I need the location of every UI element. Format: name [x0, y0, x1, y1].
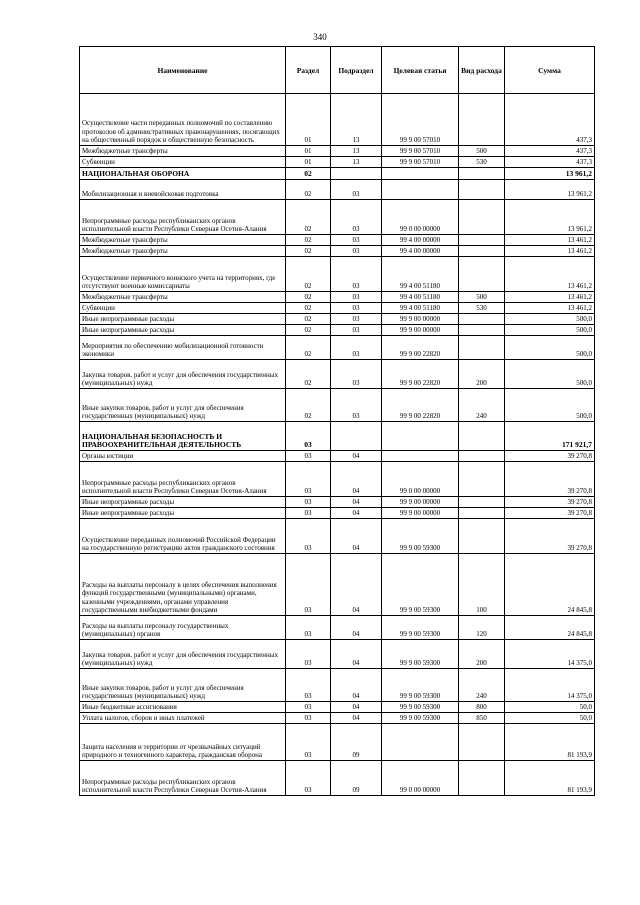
- cell-name: Межбюджетные трансферты: [80, 246, 286, 257]
- cell-expense-type: [459, 180, 505, 200]
- cell-section: 03: [286, 713, 331, 724]
- cell-subsection: 04: [331, 497, 382, 508]
- cell-amount: 500,0: [505, 325, 595, 336]
- cell-expense-type: [459, 462, 505, 497]
- cell-amount: 24 845,8: [505, 554, 595, 616]
- cell-name: Иные непрограммные расходы: [80, 497, 286, 508]
- cell-amount: 13 461,2: [505, 292, 595, 303]
- cell-subsection: 04: [331, 713, 382, 724]
- table-row: [80, 146, 595, 157]
- cell-subsection: 04: [331, 508, 382, 519]
- cell-expense-type: 500: [459, 292, 505, 303]
- cell-target-article: [382, 180, 459, 200]
- cell-expense-type: 240: [459, 389, 505, 422]
- cell-amount: 13 961,2: [505, 200, 595, 235]
- table-row: [80, 724, 595, 761]
- cell-name: Расходы на выплаты персоналу в целях обеспечения выполнения функций государственными (муниципальными) органами, казенными учреждениями, органами управления государственными внебюджетными фондами: [80, 554, 286, 616]
- cell-subsection: 03: [331, 257, 382, 292]
- cell-name: Субвенции: [80, 157, 286, 168]
- cell-target-article: 99 9 00 22820: [382, 336, 459, 360]
- cell-section: 02: [286, 292, 331, 303]
- table-row: [80, 168, 595, 180]
- cell-expense-type: [459, 761, 505, 796]
- cell-amount: 500,0: [505, 336, 595, 360]
- cell-expense-type: [459, 497, 505, 508]
- cell-section: 02: [286, 257, 331, 292]
- cell-subsection: 03: [331, 389, 382, 422]
- cell-expense-type: [459, 235, 505, 246]
- table-row: [80, 713, 595, 724]
- cell-section: 03: [286, 761, 331, 796]
- cell-target-article: 99 9 00 57010: [382, 157, 459, 168]
- cell-subsection: 03: [331, 246, 382, 257]
- cell-expense-type: [459, 451, 505, 462]
- cell-subsection: 09: [331, 724, 382, 761]
- cell-subsection: 03: [331, 325, 382, 336]
- table-row: [80, 257, 595, 292]
- cell-amount: 500,0: [505, 389, 595, 422]
- header-target-article: Целевая статья: [382, 47, 459, 94]
- cell-target-article: 99 9 00 22820: [382, 389, 459, 422]
- table-row: [80, 519, 595, 554]
- cell-name: НАЦИОНАЛЬНАЯ ОБОРОНА: [80, 168, 286, 180]
- cell-expense-type: 200: [459, 640, 505, 669]
- cell-expense-type: [459, 724, 505, 761]
- cell-target-article: 99 9 00 57010: [382, 94, 459, 146]
- table-row: [80, 554, 595, 616]
- cell-target-article: 99 9 00 59300: [382, 713, 459, 724]
- cell-expense-type: 200: [459, 360, 505, 389]
- cell-target-article: 99 9 00 57010: [382, 146, 459, 157]
- cell-amount: 39 270,8: [505, 462, 595, 497]
- table-row: [80, 640, 595, 669]
- cell-expense-type: 240: [459, 669, 505, 702]
- cell-name: Закупка товаров, работ и услуг для обеспечения государственных (муниципальных) нужд: [80, 360, 286, 389]
- cell-target-article: 99 9 00 59300: [382, 616, 459, 640]
- cell-name: Межбюджетные трансферты: [80, 292, 286, 303]
- cell-subsection: 13: [331, 146, 382, 157]
- cell-name: Осуществление части переданных полномочий по составлению протоколов об административных правонарушениях, посягающих на общественный порядок и общественную безопасность: [80, 94, 286, 146]
- cell-section: 02: [286, 389, 331, 422]
- cell-subsection: 09: [331, 761, 382, 796]
- cell-name: Межбюджетные трансферты: [80, 235, 286, 246]
- cell-section: 03: [286, 422, 331, 451]
- cell-amount: 171 921,7: [505, 422, 595, 451]
- cell-amount: 13 961,2: [505, 180, 595, 200]
- cell-subsection: 03: [331, 314, 382, 325]
- cell-section: 03: [286, 451, 331, 462]
- cell-expense-type: 850: [459, 713, 505, 724]
- table-row: [80, 702, 595, 713]
- cell-target-article: 99 0 00 00000: [382, 462, 459, 497]
- cell-subsection: 03: [331, 303, 382, 314]
- page-number: 340: [313, 32, 327, 42]
- cell-expense-type: [459, 422, 505, 451]
- cell-subsection: [331, 422, 382, 451]
- cell-section: 01: [286, 94, 331, 146]
- cell-section: 03: [286, 554, 331, 616]
- table-row: [80, 180, 595, 200]
- cell-target-article: [382, 451, 459, 462]
- cell-section: 01: [286, 157, 331, 168]
- cell-expense-type: [459, 336, 505, 360]
- table-row: [80, 360, 595, 389]
- cell-amount: 81 193,9: [505, 761, 595, 796]
- table-row: [80, 157, 595, 168]
- table-row: [80, 325, 595, 336]
- cell-amount: 39 270,8: [505, 497, 595, 508]
- cell-expense-type: 800: [459, 702, 505, 713]
- cell-subsection: 03: [331, 336, 382, 360]
- cell-section: 03: [286, 669, 331, 702]
- cell-subsection: 03: [331, 180, 382, 200]
- cell-target-article: 99 9 00 59300: [382, 640, 459, 669]
- cell-section: 02: [286, 200, 331, 235]
- table-row: [80, 669, 595, 702]
- cell-subsection: 03: [331, 235, 382, 246]
- cell-target-article: 99 9 00 00000: [382, 325, 459, 336]
- cell-target-article: 99 9 00 59300: [382, 669, 459, 702]
- cell-name: Иные непрограммные расходы: [80, 325, 286, 336]
- cell-name: Субвенции: [80, 303, 286, 314]
- cell-subsection: 03: [331, 200, 382, 235]
- cell-section: 03: [286, 724, 331, 761]
- cell-expense-type: 530: [459, 303, 505, 314]
- table-row: [80, 508, 595, 519]
- table-row: [80, 761, 595, 796]
- cell-target-article: 99 9 00 00000: [382, 314, 459, 325]
- cell-section: 02: [286, 235, 331, 246]
- header-expense-type: Вид расхода: [459, 47, 505, 94]
- cell-section: 02: [286, 180, 331, 200]
- cell-name: Иные непрограммные расходы: [80, 314, 286, 325]
- cell-amount: 50,0: [505, 702, 595, 713]
- cell-subsection: 03: [331, 292, 382, 303]
- header-section: Раздел: [286, 47, 331, 94]
- cell-name: Мероприятия по обеспечению мобилизационной готовности экономики: [80, 336, 286, 360]
- cell-amount: 39 270,8: [505, 508, 595, 519]
- table-row: [80, 422, 595, 451]
- cell-name: Иные закупки товаров, работ и услуг для обеспечения государственных (муниципальных) нужд: [80, 669, 286, 702]
- cell-amount: 437,3: [505, 146, 595, 157]
- table-row: [80, 462, 595, 497]
- budget-table: [79, 46, 595, 796]
- cell-amount: 13 461,2: [505, 303, 595, 314]
- cell-amount: 13 961,2: [505, 168, 595, 180]
- cell-subsection: [331, 168, 382, 180]
- header-subsection: Подраздел: [331, 47, 382, 94]
- cell-amount: 13 461,2: [505, 235, 595, 246]
- cell-section: 01: [286, 146, 331, 157]
- cell-expense-type: 530: [459, 157, 505, 168]
- cell-target-article: 99 4 00 00000: [382, 235, 459, 246]
- cell-subsection: 04: [331, 554, 382, 616]
- cell-subsection: 03: [331, 360, 382, 389]
- cell-target-article: 99 9 00 00000: [382, 508, 459, 519]
- table-row: [80, 616, 595, 640]
- cell-target-article: [382, 422, 459, 451]
- table-row: [80, 389, 595, 422]
- table-row: [80, 314, 595, 325]
- cell-target-article: 99 0 00 00000: [382, 761, 459, 796]
- cell-target-article: [382, 168, 459, 180]
- cell-amount: 81 193,9: [505, 724, 595, 761]
- cell-section: 03: [286, 462, 331, 497]
- table-body: [80, 94, 595, 796]
- cell-expense-type: 120: [459, 616, 505, 640]
- cell-name: Иные закупки товаров, работ и услуг для обеспечения государственных (муниципальных) нужд: [80, 389, 286, 422]
- cell-name: Закупка товаров, работ и услуг для обеспечения государственных (муниципальных) нужд: [80, 640, 286, 669]
- cell-section: 03: [286, 640, 331, 669]
- cell-section: 03: [286, 616, 331, 640]
- cell-name: Защита населения и территории от чрезвычайных ситуаций природного и техногенного характера, гражданская оборона: [80, 724, 286, 761]
- cell-expense-type: [459, 519, 505, 554]
- cell-name: Непрограммные расходы республиканских органов исполнительной власти Республики Северная Осетия-Алания: [80, 462, 286, 497]
- cell-section: 03: [286, 508, 331, 519]
- table-row: [80, 292, 595, 303]
- cell-expense-type: 500: [459, 146, 505, 157]
- cell-name: Уплата налогов, сборов и иных платежей: [80, 713, 286, 724]
- cell-name: Непрограммные расходы республиканских органов исполнительной власти Республики Северная Осетия-Алания: [80, 200, 286, 235]
- cell-amount: 13 461,2: [505, 246, 595, 257]
- cell-name: НАЦИОНАЛЬНАЯ БЕЗОПАСНОСТЬ И ПРАВООХРАНИТЕЛЬНАЯ ДЕЯТЕЛЬНОСТЬ: [80, 422, 286, 451]
- cell-expense-type: [459, 94, 505, 146]
- table-header-row: [80, 47, 595, 94]
- cell-section: 02: [286, 303, 331, 314]
- cell-amount: 500,0: [505, 314, 595, 325]
- cell-expense-type: 100: [459, 554, 505, 616]
- cell-expense-type: [459, 508, 505, 519]
- cell-subsection: 04: [331, 640, 382, 669]
- cell-amount: 437,3: [505, 94, 595, 146]
- cell-amount: 50,0: [505, 713, 595, 724]
- cell-subsection: 13: [331, 157, 382, 168]
- cell-target-article: 99 9 00 59300: [382, 519, 459, 554]
- cell-name: Мобилизационная и вневойсковая подготовка: [80, 180, 286, 200]
- cell-section: 02: [286, 246, 331, 257]
- cell-expense-type: [459, 246, 505, 257]
- cell-amount: 39 270,8: [505, 519, 595, 554]
- cell-section: 02: [286, 168, 331, 180]
- cell-amount: 13 461,2: [505, 257, 595, 292]
- cell-section: 02: [286, 314, 331, 325]
- cell-amount: 500,0: [505, 360, 595, 389]
- cell-amount: 39 270,8: [505, 451, 595, 462]
- cell-section: 02: [286, 336, 331, 360]
- cell-section: 02: [286, 360, 331, 389]
- cell-expense-type: [459, 325, 505, 336]
- cell-expense-type: [459, 257, 505, 292]
- cell-target-article: 99 9 00 22820: [382, 360, 459, 389]
- cell-amount: 14 375,0: [505, 640, 595, 669]
- cell-section: 03: [286, 519, 331, 554]
- cell-amount: 437,3: [505, 157, 595, 168]
- cell-target-article: 99 4 00 00000: [382, 246, 459, 257]
- cell-name: Органы юстиции: [80, 451, 286, 462]
- cell-target-article: 99 9 00 59300: [382, 554, 459, 616]
- cell-subsection: 04: [331, 462, 382, 497]
- cell-subsection: 04: [331, 616, 382, 640]
- cell-target-article: 99 4 00 51180: [382, 257, 459, 292]
- cell-section: 03: [286, 497, 331, 508]
- cell-expense-type: [459, 314, 505, 325]
- cell-section: 03: [286, 702, 331, 713]
- cell-amount: 14 375,0: [505, 669, 595, 702]
- cell-expense-type: [459, 200, 505, 235]
- table-row: [80, 497, 595, 508]
- cell-subsection: 13: [331, 94, 382, 146]
- table-row: [80, 246, 595, 257]
- cell-amount: 24 845,8: [505, 616, 595, 640]
- cell-name: Осуществление переданных полномочий Российской Федерации на государственную регистрацию актов гражданского состояния: [80, 519, 286, 554]
- cell-expense-type: [459, 168, 505, 180]
- header-name: Наименование: [80, 47, 286, 94]
- table-row: [80, 303, 595, 314]
- cell-name: Непрограммные расходы республиканских органов исполнительной власти Республики Северная Осетия-Алания: [80, 761, 286, 796]
- cell-target-article: 99 0 00 00000: [382, 200, 459, 235]
- table-row: [80, 336, 595, 360]
- cell-name: Иные бюджетные ассигнования: [80, 702, 286, 713]
- cell-target-article: 99 4 00 51180: [382, 292, 459, 303]
- cell-name: Межбюджетные трансферты: [80, 146, 286, 157]
- cell-subsection: 04: [331, 451, 382, 462]
- cell-target-article: 99 9 00 59300: [382, 702, 459, 713]
- cell-name: Иные непрограммные расходы: [80, 508, 286, 519]
- cell-name: Осуществление первичного воинского учета на территориях, где отсутствуют военные комиссариаты: [80, 257, 286, 292]
- cell-section: 02: [286, 325, 331, 336]
- table-row: [80, 200, 595, 235]
- cell-name: Расходы на выплаты персоналу государственных (муниципальных) органов: [80, 616, 286, 640]
- cell-subsection: 04: [331, 519, 382, 554]
- table-row: [80, 235, 595, 246]
- table-row: [80, 451, 595, 462]
- cell-target-article: 99 4 00 51180: [382, 303, 459, 314]
- cell-subsection: 04: [331, 669, 382, 702]
- cell-target-article: [382, 724, 459, 761]
- table-row: [80, 94, 595, 146]
- header-amount: Сумма: [505, 47, 595, 94]
- cell-subsection: 04: [331, 702, 382, 713]
- cell-target-article: 99 9 00 00000: [382, 497, 459, 508]
